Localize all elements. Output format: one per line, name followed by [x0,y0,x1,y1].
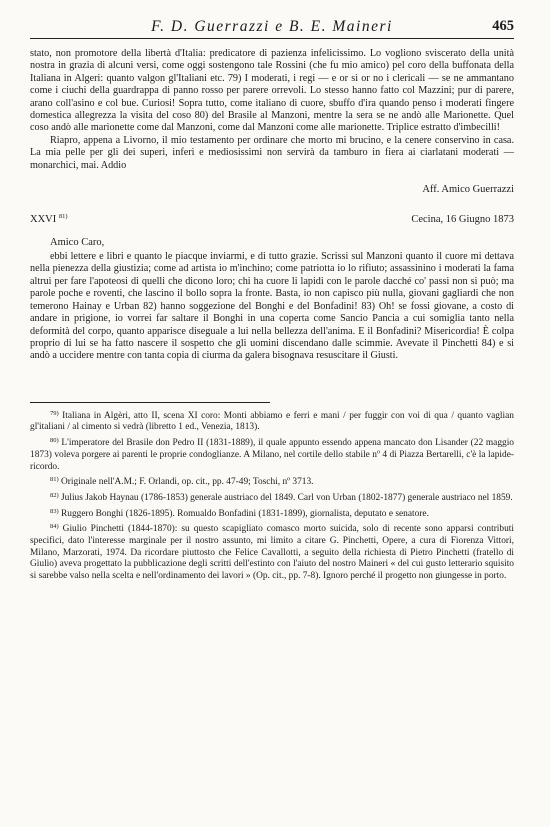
footnote: $^{84)}$ Giulio Pinchetti (1844-1870): su questo scapigliato comasco morto suicida, solo di recente sono apparsi contributi specifici, dato l'interesse marginale per il nostro assunto, mi limito a citare G. Pinchetti, Opere, a cura di Fiorenza Vittori, Milano, Marzorati, 1974. Da ricordare piuttosto che Felice Cavallotti, a seguito della richiesta di Pietro Pinchetti (fratello di Giulio) aveva progettato la pubblicazione degli scritti dell'estinto con l'aiuto del nostro Maineri « del cui gusto letterario squisito si sarebbe valso nella scelta e nell'ordinamento dei lavori » (Op. cit., pp. 7-8). Ignoro perché il progetto non giungesse in porto. [30,523,515,582]
footnote: $^{80)}$ L'imperatore del Brasile don Pedro II (1831-1889), il quale appunto essendo appena mancato don Lisander (22 maggio 1873) voleva porgere ai parenti le proprie condoglianze. A Milano, nel cortile dello stabile nº 4 di Piazza Bertarelli, c'è la lapide-ricordo. [30,437,514,472]
document-page [30,14,514,587]
footnote: $^{82)}$ Julius Jakob Haynau (1786-1853) generale austriaco del 1849. Carl von Urban (1802-1877) generale austriaco nel 1859. [50,491,513,503]
letter-heading [30,214,514,228]
letter-note-mark: 81) [58,213,68,221]
salutation: Amico Caro, [50,237,105,249]
letter-number: XXVI $^{81)}$ [30,213,68,226]
page-header [30,14,514,39]
footnote: $^{83)}$ Ruggero Bonghi (1826-1895). Romualdo Bonfadini (1831-1899), giornalista, deputato e senatore. [50,507,429,519]
running-title: F. D. Guerrazzi e B. E. Maineri [151,18,393,35]
footnotes [30,411,514,583]
letter-date: Cecina, 16 Giugno 1873 [411,214,514,226]
letter-body: ebbi lettere e libri e quanto le piacque inviarmi, e di tutto grazie. Scrissi sul Manzoni quanto il cuore mi dettava nella pienezza della giustizia; come ad artista io m'inchino; come patriotta io lo rifiuto; assassinino i moderati la fama altrui per fare l'apoteosi di quelli che dicono loro; chi ha cuore li lapidi con le parole dacché co' passi non si può; ma parole poche e roventi, che lascino il bollo sopra la fronte. Basta, io non capisco più nulla, giovani gagliardi che non temerono Hainay e Urban 82) hanno soggezione del Bonghi e del Bonfadini! 83) Oh! se fossi giovane, a costo di andare in prigione, io vorrei far saltare il Bonghi in una coperta come Sancio Pancia a cui somiglia tanto nella deformità del corpo, quanto apparisce diseguale a lui nella bellezza dell'anima. E il Bonfadini? Misericordia! È colpa proprio di lui se ha fatto nascere il sospetto che gli uomini discendano dalle scimmie. Avevate il Pinchetti 84) e si andò a uccidere mentre con tanta copia di ciurma da galera bisognava resuscitare il Giusti. [30,251,514,362]
footnote-divider [30,402,270,403]
footnote: $^{79)}$ Italiana in Algèri, atto II, scena XI coro: Monti abbiamo e ferri e mani / per fuggir con voi di qua / quanto vaglian gl'italiani / al cimento si vedrà (libretto 1 ed., Venezia, 1813). [30,409,514,433]
page-number: 465 [492,18,514,34]
footnote: $^{81)}$ Originale nell'A.M.; F. Orlandi, op. cit., pp. 47-49; Toschi, nº 3713. [50,476,314,488]
paragraph-2: Riapro, appena a Livorno, il mio testamento per ordinare che morto mi brucino, e la cenere conservino in casa. La mia pelle per gli dei superi, inferi e mediosissimi non servirà da tamburo in fiera ai ciarlatani moderati — monarchici, mai. Addio [30,134,514,171]
paragraph-1: stato, non promotore della libertà d'Italia: predicatore di pazienza infelicissimo. Lo vogliono sviscerato della unità nostra in grazia di alcuni versi, come oggi sostengono tale Rossini (che fu mio amico) pel coro della buffonata della Italiana in Algeri: quanto valgon gl'Italiani etc. 79) I moderati, i regi — e or sì or no i clericali — se ne ammantano come i ciuchi della guardrappa di panno rosso per parere orrevoli. Lo stesso hanno fatto col Mazzini; pur di parere, arano coll'asino e col bue. Curiosi! Sopra tutto, come italiano di cuore, sbuffo d'ira quando penso i moderati fingere domestica allegrezza la visita del coso 80) del Brasile al Manzoni, mentre la sera se ne andò alle Marionette. Quel coso andò alle marionette come dal Manzoni, come dal Manzoni come alle marionette. Triplice estratto d'imbecilli! [30,48,514,134]
signature: Aff. Amico Guerrazzi [422,184,514,196]
